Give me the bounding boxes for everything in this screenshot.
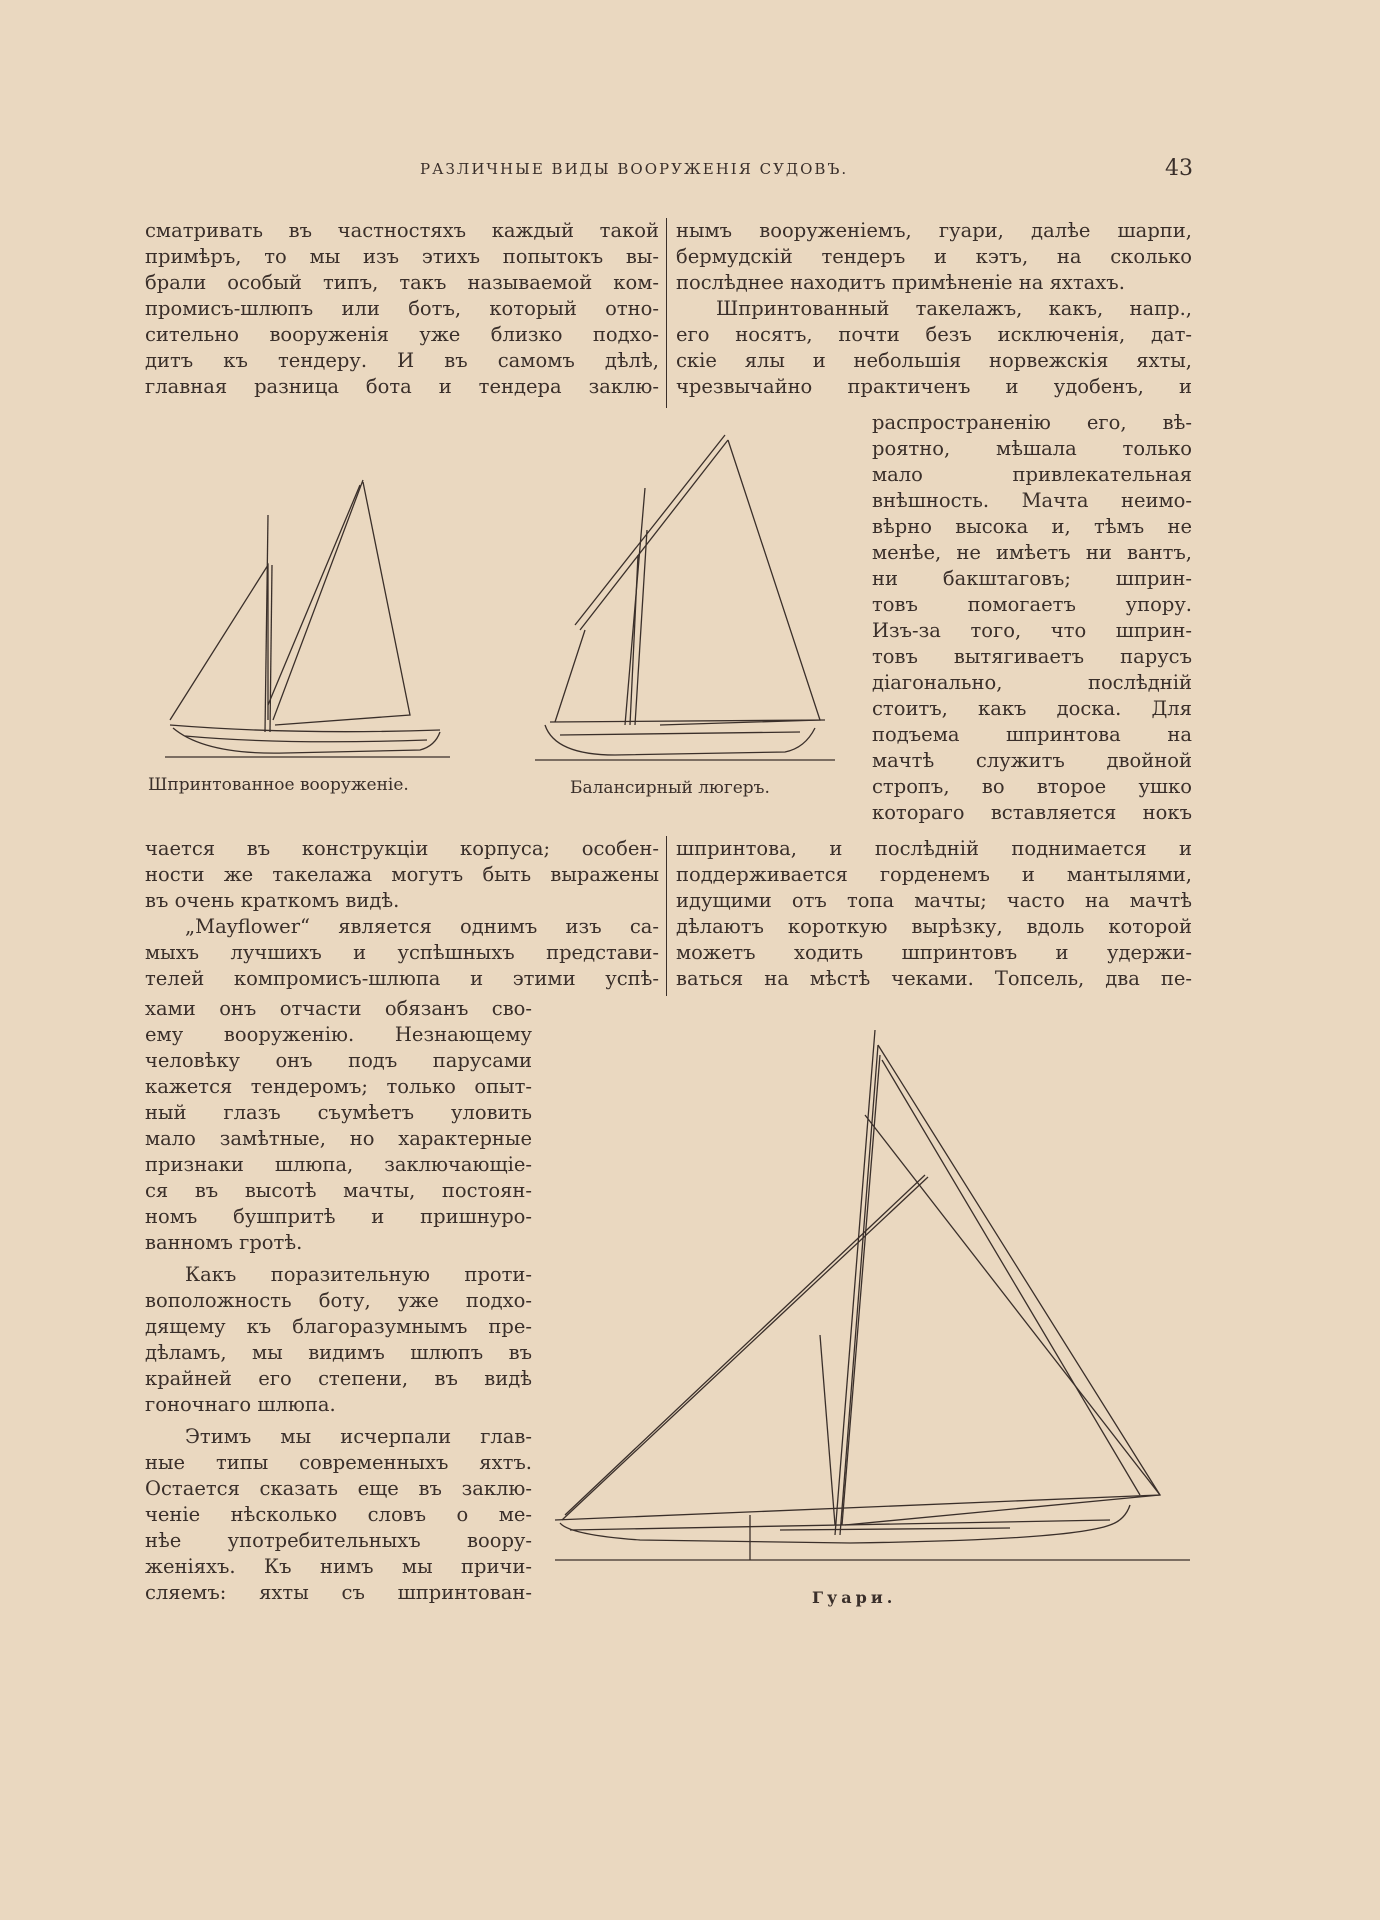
text-line: „Mayflower“ является однимъ изъ са- <box>185 915 659 938</box>
text-line: мыхъ лучшихъ и успѣшныхъ представи- <box>145 941 659 964</box>
text-line: мало привлекательная <box>872 463 1192 486</box>
column-rule <box>666 218 667 408</box>
text-line: товъ помогаетъ упору. <box>872 593 1192 616</box>
text-line: ему вооруженiю. Незнающему <box>145 1023 532 1046</box>
text-line: чрезвычайно практиченъ и удобенъ, и <box>676 375 1192 398</box>
text-line: сляемъ: яхты съ шпринтован- <box>145 1581 532 1604</box>
text-line: Какъ поразительную проти- <box>185 1263 532 1286</box>
left-column-mid <box>145 836 659 992</box>
text-line: скiе ялы и небольшiя норвежскiя яхты, <box>676 349 1192 372</box>
text-line: чается въ конструкцiи корпуса; особен- <box>145 837 659 860</box>
caption-balance-lugger: Балансирный люгеръ. <box>570 778 770 798</box>
text-line: шпринтова, и послѣднiй поднимается и <box>676 837 1192 860</box>
text-line: женiяхъ. Къ нимъ мы причи- <box>145 1555 532 1578</box>
text-line: дѣлаютъ короткую вырѣзку, вдоль которой <box>676 915 1192 938</box>
text-line: дiагонально, послѣднiй <box>872 671 1192 694</box>
text-line: примѣръ, то мы изъ этихъ попытокъ вы- <box>145 245 659 268</box>
text-line: Этимъ мы исчерпали глав- <box>185 1425 532 1448</box>
page-number: 43 <box>1165 156 1193 181</box>
text-line: послѣднее находитъ примѣненiе на яхтахъ. <box>676 271 1125 294</box>
text-line: роятно, мѣшала только <box>872 437 1192 460</box>
text-line: дящему къ благоразумнымъ пре- <box>145 1315 532 1338</box>
text-line: стропъ, во второе ушко <box>872 775 1192 798</box>
right-column-top <box>676 218 1192 400</box>
text-line: Шпринтованный такелажъ, какъ, напр., <box>716 297 1192 320</box>
text-line: телей компромисъ-шлюпа и этими успѣ- <box>145 967 659 990</box>
text-line: сматривать въ частностяхъ каждый такой <box>145 219 659 242</box>
text-line: внѣшность. Мачта неимо- <box>872 489 1192 512</box>
text-line: признаки шлюпа, заключающiе- <box>145 1153 532 1176</box>
text-line: ные типы современныхъ яхтъ. <box>145 1451 532 1474</box>
text-line: ванномъ гротѣ. <box>145 1231 303 1254</box>
text-line: его носятъ, почти безъ исключенiя, дат- <box>676 323 1192 346</box>
text-line: ности же такелажа могутъ быть выражены <box>145 863 659 886</box>
sailboat-balance-lugger-illustration <box>535 430 835 765</box>
text-line: человѣку онъ подъ парусами <box>145 1049 532 1072</box>
text-line: промисъ-шлюпъ или ботъ, который отно- <box>145 297 659 320</box>
text-line: мало замѣтные, но характерные <box>145 1127 532 1150</box>
text-line: распространенiю его, вѣ- <box>872 411 1192 434</box>
column-rule <box>666 836 667 996</box>
text-line: главная разница бота и тендера заклю- <box>145 375 659 398</box>
text-line: ный глазъ съумѣетъ уловить <box>145 1101 532 1124</box>
text-line: Остается сказать еще въ заклю- <box>145 1477 532 1500</box>
text-line: дитъ къ тендеру. И въ самомъ дѣлѣ, <box>145 349 659 372</box>
text-line: ся въ высотѣ мачты, постоян- <box>145 1179 532 1202</box>
text-line: ченiе нѣсколько словъ о ме- <box>145 1503 532 1526</box>
right-column-mid <box>676 836 1192 992</box>
text-line: можетъ ходить шпринтовъ и удержи- <box>676 941 1192 964</box>
text-line: нѣе употребительныхъ воору- <box>145 1529 532 1552</box>
text-line: дѣламъ, мы видимъ шлюпъ въ <box>145 1341 532 1364</box>
text-line: мачтѣ служитъ двойной <box>872 749 1192 772</box>
text-line: Изъ-за того, что шприн- <box>872 619 1192 642</box>
sailboat-sprit-rig-illustration <box>165 470 450 765</box>
running-title: РАЗЛИЧНЫЕ ВИДЫ ВООРУЖЕНIЯ СУДОВЪ. <box>420 160 849 178</box>
left-column-top <box>145 218 659 400</box>
text-line: товъ вытягиваетъ парусъ <box>872 645 1192 668</box>
text-line: воположность боту, уже подхо- <box>145 1289 532 1312</box>
left-column-bottom <box>145 996 532 1606</box>
text-line: поддерживается горденемъ и мантылями, <box>676 863 1192 886</box>
text-line: менѣе, не имѣетъ ни вантъ, <box>872 541 1192 564</box>
sailboat-gunter-rig-illustration <box>550 1025 1190 1570</box>
caption-sprit-rig: Шпринтованное вооруженiе. <box>148 775 409 795</box>
text-line: идущими отъ топа мачты; часто на мачтѣ <box>676 889 1192 912</box>
caption-gunter: Гуари. <box>812 1588 897 1607</box>
text-line: стоитъ, какъ доска. Для <box>872 697 1192 720</box>
text-line: ни бакштаговъ; шприн- <box>872 567 1192 590</box>
text-line: вѣрно высока и, тѣмъ не <box>872 515 1192 538</box>
text-line: кажется тендеромъ; только опыт- <box>145 1075 532 1098</box>
text-line: въ очень краткомъ видѣ. <box>145 889 400 912</box>
text-line: бермудскiй тендеръ и кэтъ, на сколько <box>676 245 1192 268</box>
text-line: номъ бушпритѣ и пришнуро- <box>145 1205 532 1228</box>
text-line: ваться на мѣстѣ чеками. Топсель, два пе- <box>676 967 1192 990</box>
text-line: хами онъ отчасти обязанъ сво- <box>145 997 532 1020</box>
text-line: гоночнаго шлюпа. <box>145 1393 336 1416</box>
text-line: брали особый типъ, такъ называемой ком- <box>145 271 659 294</box>
text-line: котораго вставляется нокъ <box>872 801 1192 824</box>
text-line: подъема шпринтова на <box>872 723 1192 746</box>
text-line: сительно вооруженiя уже близко подхо- <box>145 323 659 346</box>
text-line: крайней его степени, въ видѣ <box>145 1367 532 1390</box>
right-wrap-text <box>872 410 1192 826</box>
text-line: нымъ вооруженiемъ, гуари, далѣе шарпи, <box>676 219 1192 242</box>
